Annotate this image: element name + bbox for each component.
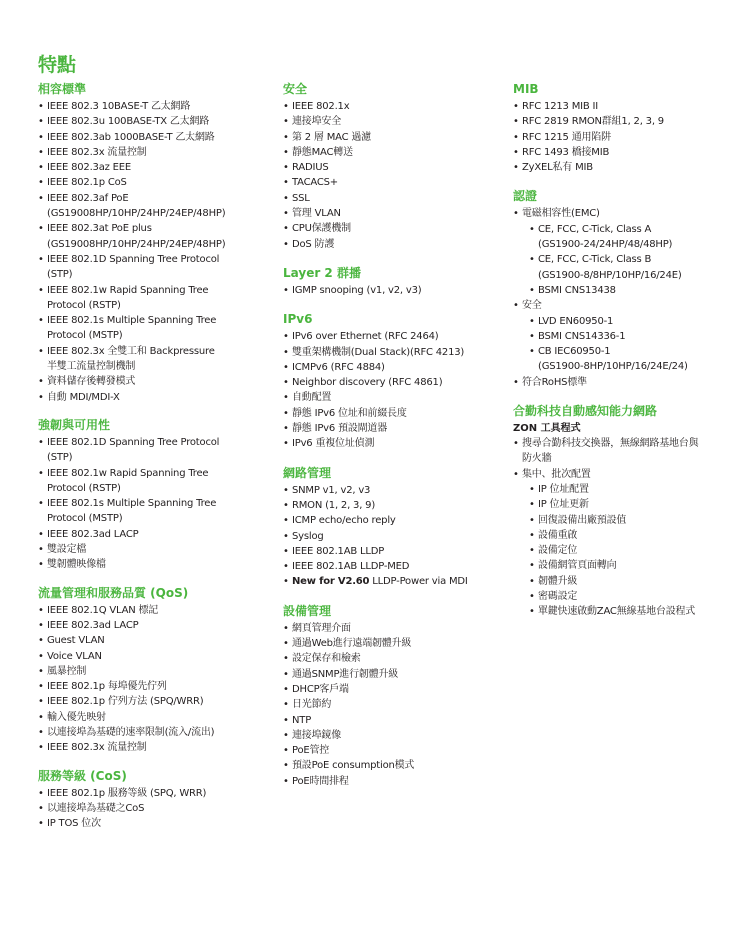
section-network-management — [283, 466, 503, 590]
sub-list-item: • 密碼設定 — [513, 589, 743, 604]
list-item: • 雙韌體映像檔 — [38, 557, 270, 572]
list-item: • IEEE 802.3x 全雙工和 Backpressure — [38, 344, 270, 359]
list-item: • RFC 1493 橋接MIB — [513, 145, 743, 160]
section-security — [283, 82, 503, 252]
section-device-management — [283, 604, 503, 789]
list-item: • ICMP echo/echo reply — [283, 513, 503, 528]
list-item: • NTP — [283, 713, 503, 728]
list-item: • ZyXEL私有 MIB — [513, 160, 743, 175]
sub-list-item: • LVD EN60950-1 — [513, 314, 743, 329]
cos-list — [38, 786, 270, 832]
list-item: • SNMP v1, v2, v3 — [283, 483, 503, 498]
column-1 — [38, 82, 270, 831]
section-title: 網路管理 — [283, 465, 332, 480]
sub-list-item-continuation: (GS1900-8HP/10HP/16/24E/24) — [538, 361, 688, 373]
list-item: • 集中、批次配置 — [513, 467, 743, 482]
list-item: • IEEE 802.1p 每埠優先佇列 — [38, 679, 270, 694]
section-title: 合勤科技自動感知能力網路 — [513, 404, 658, 419]
list-item: • DHCP客戶端 — [283, 682, 503, 697]
section-resilience — [38, 418, 270, 573]
sub-list-item: • BSMI CNS14336-1 — [513, 329, 743, 344]
column-3 — [513, 82, 743, 620]
list-item: • PoE管控 — [283, 743, 503, 758]
list-item: • 網頁管理介面 — [283, 621, 503, 636]
section-cos — [38, 769, 270, 832]
sub-list-item: • CE, FCC, C-Tick, Class A — [513, 222, 743, 237]
list-item: • Guest VLAN — [38, 633, 270, 648]
list-item: • IEEE 802.3at PoE plus — [38, 221, 270, 236]
certification-list — [513, 206, 743, 390]
list-item: • 自動配置 — [283, 390, 503, 405]
list-item: • RFC 2819 RMON群組1, 2, 3, 9 — [513, 114, 743, 129]
sub-list-item: • 單鍵快速啟動ZAC無線基地台設程式 — [513, 604, 743, 619]
list-item: • IEEE 802.3u 100BASE-TX 乙太網路 — [38, 114, 270, 129]
list-item: • Voice VLAN — [38, 649, 270, 664]
list-item: • 預設PoE consumption模式 — [283, 758, 503, 773]
list-item: • DoS 防護 — [283, 237, 503, 252]
list-item: • IEEE 802.1p 佇列方法 (SPQ/WRR) — [38, 694, 270, 709]
list-item: • Syslog — [283, 529, 503, 544]
section-compatibility — [38, 82, 270, 405]
section-title: 強韌與可用性 — [38, 417, 111, 432]
list-item: • 資料儲存後轉發模式 — [38, 374, 270, 389]
section-title: 安全 — [283, 82, 308, 96]
list-item: • IEEE 802.3af PoE — [38, 191, 270, 206]
multicast-list — [283, 283, 503, 298]
list-item: • Neighbor discovery (RFC 4861) — [283, 375, 503, 390]
sub-list-item: • 韌體升級 — [513, 574, 743, 589]
section-title: 認證 — [513, 189, 538, 204]
section-zon — [513, 404, 743, 620]
network-management-list — [283, 483, 503, 590]
list-item: • IEEE 802.3ad LACP — [38, 618, 270, 633]
sub-list-item-continuation: (GS1900-8/8HP/10HP/16/24E) — [538, 269, 682, 281]
list-item-safety: • 安全 — [513, 298, 743, 313]
mib-list — [513, 99, 743, 175]
sub-list-item: • CE, FCC, C-Tick, Class B — [513, 252, 743, 267]
list-item: • IEEE 802.3az EEE — [38, 160, 270, 175]
list-item-new-feature — [283, 574, 503, 589]
list-item: • IEEE 802.3ad LACP — [38, 527, 270, 542]
list-item-continuation: Protocol (RSTP) — [47, 482, 121, 494]
list-item-continuation: Protocol (MSTP) — [47, 513, 123, 525]
list-item: • IEEE 802.1Q VLAN 標記 — [38, 603, 270, 618]
list-item: • IEEE 802.1p 服務等級 (SPQ, WRR) — [38, 786, 270, 801]
list-item: • 靜態MAC轉送 — [283, 145, 503, 160]
list-item: • 雙重架構機制(Dual Stack)(RFC 4213) — [283, 345, 503, 360]
list-item: • IEEE 802.1w Rapid Spanning Tree — [38, 466, 270, 481]
list-item-continuation: 防火牆 — [522, 453, 552, 465]
list-item: • IEEE 802.3x 流量控制 — [38, 145, 270, 160]
sub-list-item: • IP 位址更新 — [513, 497, 743, 512]
section-title: IPv6 — [283, 312, 313, 327]
qos-list — [38, 603, 270, 756]
ipv6-list — [283, 329, 503, 451]
list-item: • 靜態 IPv6 位址和前綴長度 — [283, 406, 503, 421]
list-item: • IEEE 802.1AB LLDP — [283, 544, 503, 559]
section-mib — [513, 82, 743, 175]
list-item-continuation: (STP) — [47, 269, 73, 281]
zon-utility-heading: ZON 工具程式 — [513, 423, 581, 435]
section-title: 流量管理和服務品質 (QoS) — [38, 585, 189, 600]
list-item-continuation: (GS19008HP/10HP/24HP/24EP/48HP) — [47, 208, 226, 220]
section-title: 服務等級 (CoS) — [38, 768, 127, 783]
list-item: • IEEE 802.1D Spanning Tree Protocol — [38, 252, 270, 267]
list-item: • 設定保存和檢索 — [283, 651, 503, 666]
list-item: • 第 2 層 MAC 過濾 — [283, 130, 503, 145]
sub-list-item: • IP 位址配置 — [513, 482, 743, 497]
list-item: • CPU保護機制 — [283, 221, 503, 236]
list-item: • 靜態 IPv6 預設閘道器 — [283, 421, 503, 436]
list-item: • IP TOS 位次 — [38, 816, 270, 831]
column-2 — [283, 82, 503, 789]
list-item: • IEEE 802.1x — [283, 99, 503, 114]
section-title: MIB — [513, 82, 539, 96]
list-item-continuation: (STP) — [47, 452, 73, 464]
list-item: • 連接埠鏡像 — [283, 728, 503, 743]
list-item: • IEEE 802.1w Rapid Spanning Tree — [38, 283, 270, 298]
list-item: • IEEE 802.1s Multiple Spanning Tree — [38, 496, 270, 511]
sub-list-item: • 設備定位 — [513, 543, 743, 558]
list-item: • PoE時間排程 — [283, 774, 503, 789]
list-item: • IGMP snooping (v1, v2, v3) — [283, 283, 503, 298]
list-item: • 輸入優先映射 — [38, 710, 270, 725]
list-item: • IEEE 802.3 10BASE-T 乙太網路 — [38, 99, 270, 114]
section-traffic-qos — [38, 586, 270, 756]
list-item: • TACACS+ — [283, 175, 503, 190]
list-item: • IEEE 802.1AB LLDP-MED — [283, 559, 503, 574]
list-item: • 連接埠安全 — [283, 114, 503, 129]
sub-list-item: • 設備網管頁面轉向 — [513, 558, 743, 573]
list-item: • RFC 1215 通用陷阱 — [513, 130, 743, 145]
section-title: 設備管理 — [283, 603, 332, 618]
list-item: • 自動 MDI/MDI-X — [38, 390, 270, 405]
list-item: • 管理 VLAN — [283, 206, 503, 221]
list-item: • 通過Web進行遠端韌體升級 — [283, 636, 503, 651]
zon-list — [513, 436, 743, 620]
list-item-continuation: Protocol (RSTP) — [47, 299, 121, 311]
list-item-continuation: Protocol (MSTP) — [47, 330, 123, 342]
section-layer2-multicast — [283, 266, 503, 298]
security-list — [283, 99, 503, 252]
list-item: • 雙設定檔 — [38, 542, 270, 557]
list-item: • IEEE 802.1D Spanning Tree Protocol — [38, 435, 270, 450]
section-ipv6 — [283, 312, 503, 451]
list-item: • IEEE 802.1s Multiple Spanning Tree — [38, 313, 270, 328]
list-item: • ICMPv6 (RFC 4884) — [283, 360, 503, 375]
section-certification — [513, 189, 743, 390]
sub-list-item-continuation: (GS1900-24/24HP/48/48HP) — [538, 239, 673, 251]
list-item: • IEEE 802.1p CoS — [38, 175, 270, 190]
list-item: • 風暴控制 — [38, 664, 270, 679]
list-item-continuation: (GS19008HP/10HP/24HP/24EP/48HP) — [47, 238, 226, 250]
sub-list-item: • 回復設備出廠預設值 — [513, 513, 743, 528]
list-item-rohs: • 符合RoHS標準 — [513, 375, 743, 390]
sub-list-item: • 設備重啟 — [513, 528, 743, 543]
new-feature-label: New for V2.60 — [292, 576, 370, 588]
resilience-list — [38, 435, 270, 573]
list-item: • 以連接埠為基礎之CoS — [38, 801, 270, 816]
page-title: 特點 — [38, 54, 77, 76]
sub-list-item: • BSMI CNS13438 — [513, 283, 743, 298]
sub-list-item: • CB IEC60950-1 — [513, 344, 743, 359]
section-title: Layer 2 群播 — [283, 265, 361, 280]
device-management-list — [283, 621, 503, 789]
list-item: • 搜尋合勤科技交換器，無線網路基地台與 — [513, 436, 743, 451]
list-item: • RMON (1, 2, 3, 9) — [283, 498, 503, 513]
new-feature-text: LLDP-Power via MDI — [369, 576, 468, 588]
list-item: • SSL — [283, 191, 503, 206]
list-item: • RFC 1213 MIB II — [513, 99, 743, 114]
compatibility-list — [38, 99, 270, 405]
section-title: 相容標準 — [38, 82, 87, 96]
list-item: • RADIUS — [283, 160, 503, 175]
list-item: • IEEE 802.3ab 1000BASE-T 乙太網路 — [38, 130, 270, 145]
list-item: • 以連接埠為基礎的速率限制(流入/流出) — [38, 725, 270, 740]
list-item: • IPv6 重複位址偵測 — [283, 436, 503, 451]
list-item: • IEEE 802.3x 流量控制 — [38, 740, 270, 755]
list-item: • IPv6 over Ethernet (RFC 2464) — [283, 329, 503, 344]
list-item: • 日光節約 — [283, 697, 503, 712]
list-item-continuation: 半雙工流量控制機制 — [47, 361, 136, 373]
list-item: • 通過SNMP進行韌體升級 — [283, 667, 503, 682]
list-item-emc: • 電磁相容性(EMC) — [513, 206, 743, 221]
